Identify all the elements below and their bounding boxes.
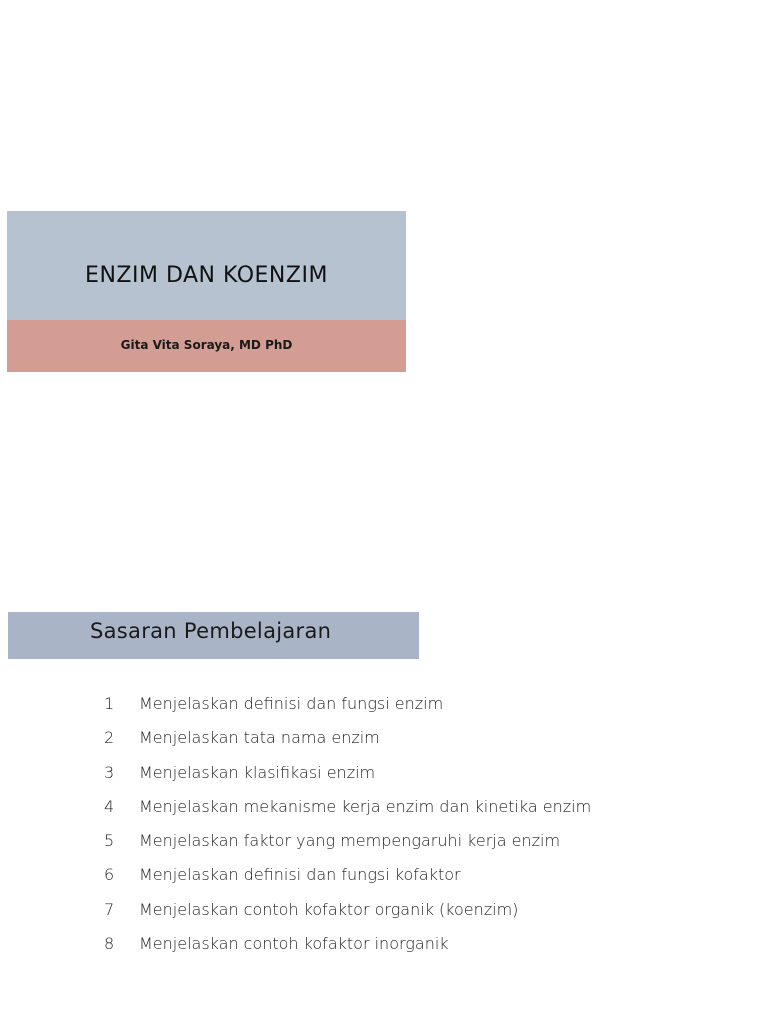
- author-banner: [7, 320, 406, 372]
- list-item-number: 2: [104, 728, 115, 748]
- list-item: [0, 827, 680, 861]
- author-name: Gita Vita Soraya, MD PhD: [120, 337, 293, 352]
- list-item-number: 7: [104, 899, 115, 919]
- list-item: [0, 896, 680, 930]
- section-heading: Sasaran Pembelajaran: [90, 619, 332, 643]
- list-item-number: 8: [104, 934, 115, 954]
- list-item-text: Menjelaskan definisi dan fungsi kofaktor: [139, 865, 461, 885]
- list-item-number: 3: [104, 762, 115, 782]
- list-item-number: 4: [104, 796, 115, 816]
- list-item: [0, 759, 680, 793]
- list-item: [0, 861, 680, 895]
- list-item-text: Menjelaskan klasifikasi enzim: [139, 762, 376, 782]
- learning-objectives-list: [0, 690, 680, 964]
- list-item-text: Menjelaskan contoh kofaktor inorganik: [139, 934, 449, 954]
- list-item: [0, 793, 680, 827]
- list-item-text: Menjelaskan faktor yang mempengaruhi kerja enzim: [139, 831, 561, 851]
- list-item-text: Menjelaskan contoh kofaktor organik (koenzim): [139, 899, 519, 919]
- list-item-text: Menjelaskan mekanisme kerja enzim dan kinetika enzim: [139, 796, 592, 816]
- document-title: ENZIM DAN KOENZIM: [85, 263, 328, 288]
- list-item-text: Menjelaskan tata nama enzim: [139, 728, 380, 748]
- list-item-number: 6: [104, 865, 115, 885]
- title-banner: [7, 211, 406, 320]
- list-item-text: Menjelaskan definisi dan fungsi enzim: [139, 694, 444, 713]
- list-item-number: 5: [104, 831, 115, 851]
- list-item: [0, 690, 680, 724]
- list-item-number: 1: [104, 694, 115, 713]
- list-item: [0, 930, 680, 964]
- list-item: [0, 724, 680, 758]
- section-heading-banner: [8, 612, 419, 659]
